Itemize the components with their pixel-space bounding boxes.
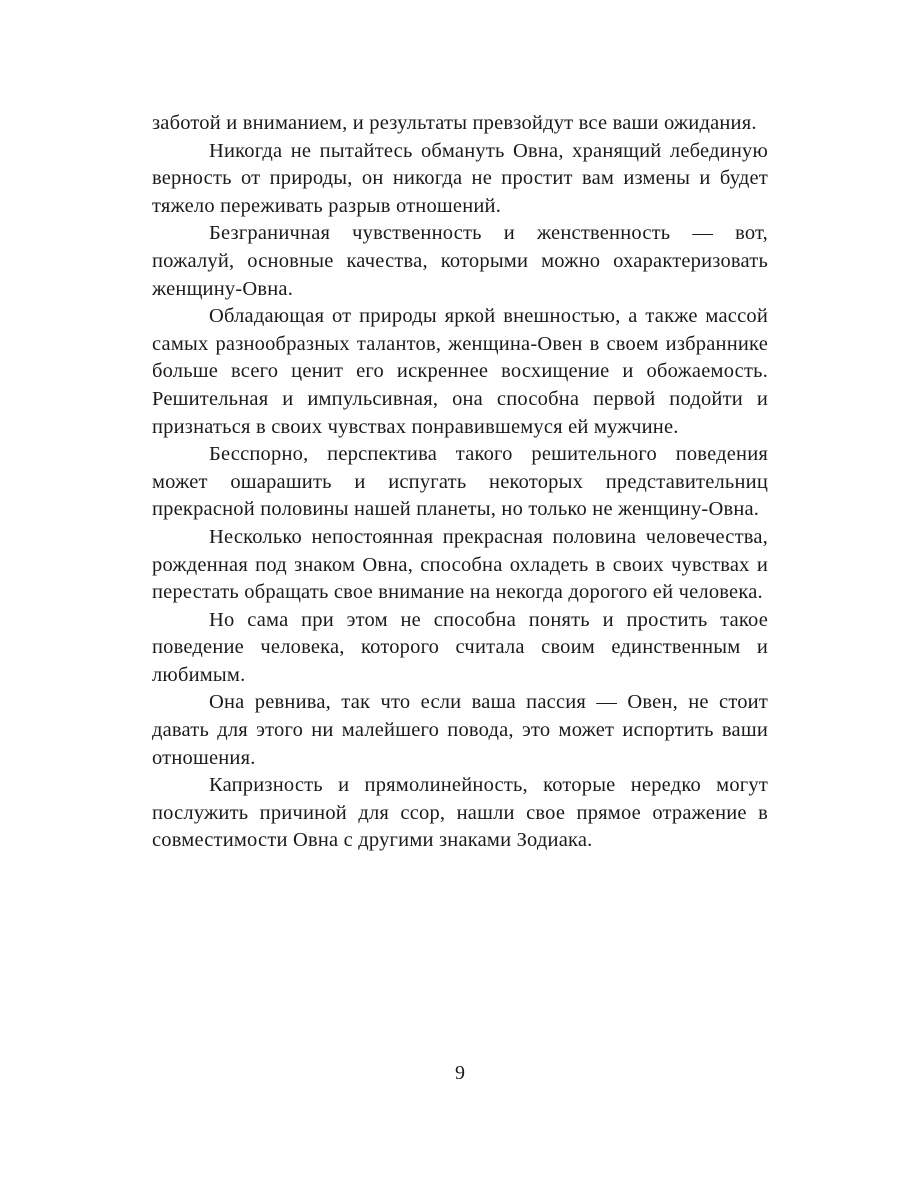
paragraph: Капризность и прямолинейность, которые нередко могут послужить причиной для ссор, нашли свое прямое отражение в совместимости Овна с другими знаками Зодиака.: [152, 774, 768, 852]
paragraph: Она ревнива, так что если ваша пассия — Овен, не стоит давать для этого ни малейшего повода, это может испортить ваши отношения.: [152, 691, 768, 769]
paragraph: Бесспорно, перспектива такого решительного поведения может ошарашить и испугать некоторых представительниц прекрасной половины нашей планеты, но только не женщину-Овна.: [152, 443, 768, 521]
paragraph: Никогда не пытайтесь обмануть Овна, хранящий лебединую верность от природы, он никогда не простит вам измены и будет тяжело переживать разрыв отношений.: [152, 139, 768, 217]
paragraph: Но сама при этом не способна понять и простить такое поведение человека, которого считала своим единственным и любимым.: [152, 608, 768, 686]
paragraph: Обладающая от природы яркой внешностью, а также массой самых разнообразных талантов, женщина-Овен в своем избраннике больше всего ценит его искреннее восхищение и обожаемость. Решительная и импульсивная, она способна первой подойти и признаться в своих чувствах понравившемуся ей мужчине.: [152, 305, 768, 438]
paragraph: Несколько непостоянная прекрасная половина человечества, рожденная под знаком Овна, способна охладеть в своих чувствах и перестать обращать свое внимание на некогда дорогого ей человека.: [152, 525, 768, 604]
paragraph: заботой и вниманием, и результаты превзойдут все ваши ожидания.: [152, 112, 757, 134]
text-block: [152, 110, 768, 855]
paragraph: Безграничная чувственность и женственность — вот, пожалуй, основные качества, которыми можно охарактеризовать женщину-Овна.: [152, 222, 768, 300]
page-number: 9: [455, 1062, 465, 1084]
